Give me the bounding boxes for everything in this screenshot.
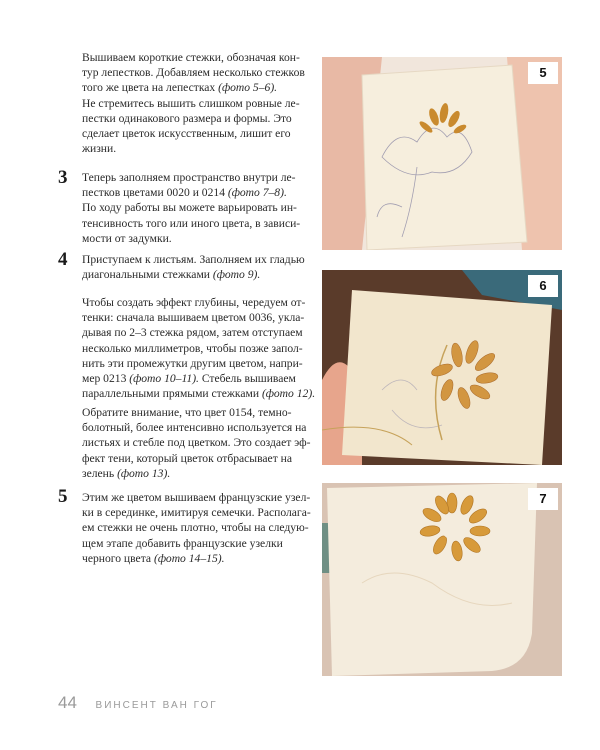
page-footer bbox=[58, 693, 218, 713]
photo-number-badge: 7 bbox=[528, 488, 558, 510]
photo-ref: (фото 13). bbox=[117, 466, 171, 480]
step3-text: Теперь заполняем пространство внутри ле- пестков цветами 0020 и 0214 bbox=[82, 171, 296, 200]
step-number-4: 4 bbox=[58, 249, 68, 270]
advice-text: Не стремитесь вышить слишком ровные ле- пестки одинакового размера и формы. Это сделает цветок искусственным, лишит его жизни. bbox=[82, 96, 300, 156]
photo-number-badge: 6 bbox=[528, 275, 558, 297]
intro-text: Вышиваем короткие стежки, обозначая кон- тур лепестков. Добавляем несколько стежков того же цвета на лепестках bbox=[82, 51, 305, 95]
photo-6 bbox=[322, 270, 562, 465]
photo-ref: (фото 12). bbox=[261, 387, 316, 401]
photo-ref: (фото 14–15). bbox=[153, 551, 225, 565]
book-title: ВИНСЕНТ ВАН ГОГ bbox=[95, 700, 218, 711]
photo-ref: (фото 7–8). bbox=[227, 186, 287, 200]
photo-ref: (фото 9). bbox=[212, 268, 261, 282]
shadow-text: Обратите внимание, что цвет 0154, темно- болотный, более интенсивно используется на листьях и стебле под цветком. Это создает эф- фект тени, который цветок отбрасывает на зелень bbox=[82, 406, 311, 480]
depth-text: Чтобы создать эффект глубины, чередуем от- тенки: сначала вышиваем цветом 0036, укла- дывая по 2–3 стежка рядом, затем отступаем несколько миллиметров, чтобы позже запол- нить эти промежутки другим цветом, напри- мер 0213 bbox=[82, 296, 306, 386]
step5-text: Этим же цветом вышиваем французские узел- ки в серединке, имитируя семечки. Располага- ем стежки не очень плотно, чтобы на следую- щем этапе добавить французские узелки черного цвета bbox=[82, 491, 311, 565]
step-number-3: 3 bbox=[58, 167, 68, 188]
step3-paragraph bbox=[82, 170, 322, 246]
step-number-5: 5 bbox=[58, 486, 68, 507]
step5-paragraph bbox=[82, 490, 322, 566]
embroidery-photo-5-image bbox=[322, 57, 562, 250]
photo-ref: (фото 5–6). bbox=[218, 81, 278, 95]
photo-5 bbox=[322, 57, 562, 250]
step3-note: По ходу работы вы можете варьировать ин- тенсивность того или иного цвета, в зависи- мости от задумки. bbox=[82, 201, 301, 245]
shadow-paragraph bbox=[82, 405, 322, 481]
photo-number-badge: 5 bbox=[528, 62, 558, 84]
depth-paragraph bbox=[82, 295, 322, 401]
stem-text: Стебель вышиваем параллельными прямыми стежками bbox=[82, 372, 296, 401]
step4-text: Приступаем к листьям. Заполняем их гладью диагональными стежками bbox=[82, 253, 305, 282]
embroidery-photo-6-image bbox=[322, 270, 562, 465]
photo-ref: (фото 10–11). bbox=[129, 372, 199, 386]
embroidery-photo-7-image bbox=[322, 483, 562, 676]
step4-paragraph bbox=[82, 252, 322, 282]
intro-paragraph bbox=[82, 50, 322, 156]
page-number: 44 bbox=[58, 693, 77, 712]
photo-7 bbox=[322, 483, 562, 676]
